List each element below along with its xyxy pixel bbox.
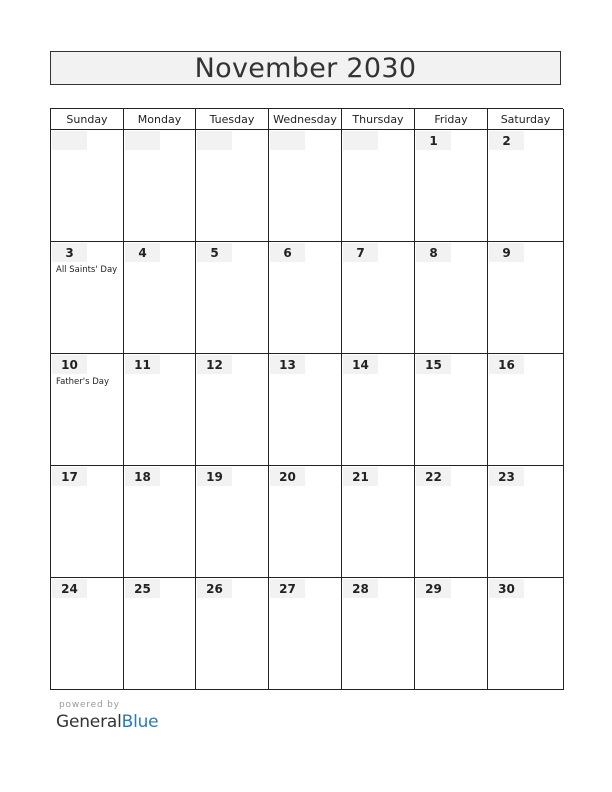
day-cell (196, 578, 269, 690)
day-cell (269, 130, 342, 242)
week-row (51, 578, 563, 690)
weekday-header-saturday: Saturday (488, 109, 564, 130)
day-cell (196, 466, 269, 578)
day-number: 13 (270, 355, 305, 374)
weekday-header-monday: Monday (124, 109, 196, 130)
day-cell (342, 130, 415, 242)
week-row (51, 466, 563, 578)
calendar-grid (50, 108, 563, 690)
day-cell (124, 242, 196, 354)
day-cell (342, 578, 415, 690)
weekday-header-row (51, 109, 563, 130)
day-number: 5 (197, 243, 232, 262)
day-cell (415, 578, 488, 690)
weeks-container (51, 130, 563, 690)
powered-by-text: powered by (59, 700, 120, 710)
day-number: 7 (343, 243, 378, 262)
day-cell (342, 466, 415, 578)
day-cell (269, 578, 342, 690)
week-row (51, 354, 563, 466)
day-cell (51, 354, 124, 466)
day-cell (196, 354, 269, 466)
holiday-label: Father's Day (56, 377, 110, 387)
day-cell (488, 466, 564, 578)
day-number: 20 (270, 467, 305, 486)
day-number: 10 (52, 355, 87, 374)
day-cell (342, 242, 415, 354)
day-cell (269, 466, 342, 578)
day-number: 11 (125, 355, 160, 374)
day-cell (51, 578, 124, 690)
brand-logo (56, 712, 158, 732)
day-number: 22 (416, 467, 451, 486)
day-cell (51, 466, 124, 578)
week-row (51, 130, 563, 242)
day-number: 21 (343, 467, 378, 486)
holiday-label: All Saints' Day (56, 265, 118, 275)
day-number: 23 (489, 467, 524, 486)
day-cell (124, 466, 196, 578)
month-title: November 2030 (194, 52, 417, 84)
day-number: 27 (270, 579, 305, 598)
day-cell (488, 242, 564, 354)
day-cell (415, 466, 488, 578)
day-number: 28 (343, 579, 378, 598)
day-number: 29 (416, 579, 451, 598)
day-cell (124, 130, 196, 242)
day-number: 9 (489, 243, 524, 262)
empty-day-marker (197, 131, 232, 150)
day-number: 12 (197, 355, 232, 374)
day-number: 15 (416, 355, 451, 374)
brand-blue-text: Blue (121, 712, 159, 732)
day-cell (124, 354, 196, 466)
day-number: 16 (489, 355, 524, 374)
day-cell (415, 130, 488, 242)
day-number: 26 (197, 579, 232, 598)
day-number: 17 (52, 467, 87, 486)
month-title-bar (50, 51, 561, 85)
weekday-header-sunday: Sunday (51, 109, 124, 130)
day-cell (51, 130, 124, 242)
day-number: 25 (125, 579, 160, 598)
day-number: 19 (197, 467, 232, 486)
day-cell (51, 242, 124, 354)
empty-day-marker (270, 131, 305, 150)
weekday-header-tuesday: Tuesday (196, 109, 269, 130)
day-number: 2 (489, 131, 524, 150)
day-number: 1 (416, 131, 451, 150)
day-cell (488, 354, 564, 466)
day-number: 30 (489, 579, 524, 598)
weekday-header-wednesday: Wednesday (269, 109, 342, 130)
week-row (51, 242, 563, 354)
footer-branding (56, 700, 158, 732)
day-cell (488, 578, 564, 690)
day-cell (342, 354, 415, 466)
day-cell (269, 354, 342, 466)
day-cell (488, 130, 564, 242)
day-number: 6 (270, 243, 305, 262)
day-cell (415, 354, 488, 466)
empty-day-marker (125, 131, 160, 150)
day-number: 18 (125, 467, 160, 486)
weekday-header-thursday: Thursday (342, 109, 415, 130)
day-number: 14 (343, 355, 378, 374)
day-number: 3 (52, 243, 87, 262)
day-cell (196, 242, 269, 354)
day-number: 24 (52, 579, 87, 598)
day-cell (124, 578, 196, 690)
brand-general-text: General (56, 712, 122, 732)
day-cell (269, 242, 342, 354)
day-cell (196, 130, 269, 242)
day-cell (415, 242, 488, 354)
empty-day-marker (343, 131, 378, 150)
empty-day-marker (52, 131, 87, 150)
weekday-header-friday: Friday (415, 109, 488, 130)
day-number: 4 (125, 243, 160, 262)
day-number: 8 (416, 243, 451, 262)
